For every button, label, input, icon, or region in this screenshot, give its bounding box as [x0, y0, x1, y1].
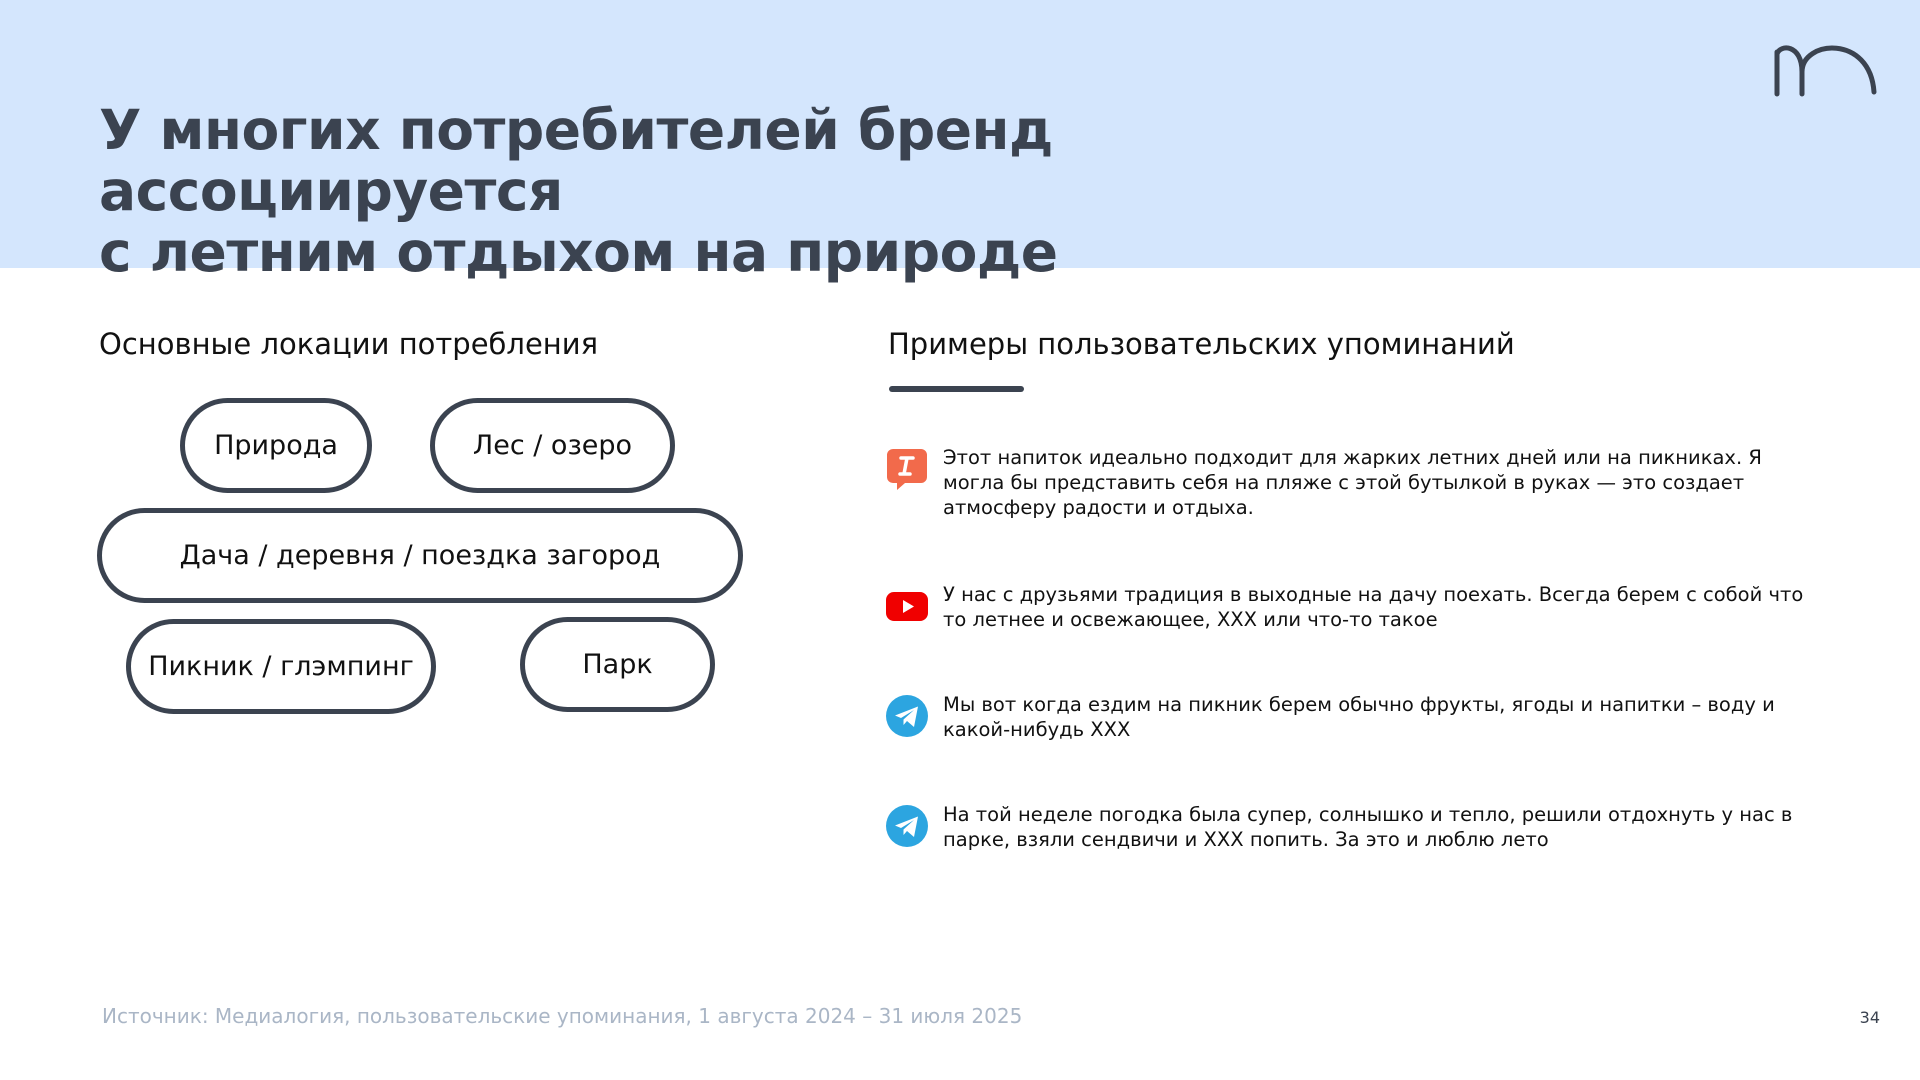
mention-text: Этот напиток идеально подходит для жарких летних дней или на пикниках. Я могла бы представить себя на пляже с этой бутылкой в руках — это создает атмосферу радости и отдыха. [943, 446, 1762, 519]
mention-text: Мы вот когда ездим на пикник берем обычно фрукты, ягоды и напитки – воду и какой-нибудь ХХХ [943, 693, 1775, 741]
header-banner [0, 0, 1920, 284]
location-pill-label: Дача / деревня / поездка загород [179, 540, 661, 571]
source-note: Источник: Медиалогия, пользовательские упоминания, 1 августа 2024 – 31 июля 2025 [102, 1004, 1023, 1028]
location-pill-label: Лес / озеро [472, 430, 633, 461]
irecommend-icon [885, 447, 929, 491]
page-title-line-1: У многих потребителей бренд ассоциируется [99, 98, 1053, 223]
page-number: 34 [1859, 1008, 1880, 1027]
location-pill-label: Пикник / глэмпинг [148, 651, 414, 682]
location-pill-forest-lake [430, 398, 675, 493]
mention-text: У нас с друзьями традиция в выходные на дачу поехать. Всегда берем с собой что то летнее и освежающее, ХХХ или что-то такое [943, 583, 1804, 631]
locations-heading: Основные локации потребления [99, 327, 599, 361]
location-pill-picnic [126, 619, 436, 714]
location-pill-label: Парк [582, 649, 653, 680]
youtube-icon [885, 584, 929, 628]
heading-accent-bar [889, 386, 1024, 392]
mention-text: На той неделе погодка была супер, солнышко и тепло, решили отдохнуть у нас в парке, взяли сендвичи и ХХХ попить. За это и люблю лето [943, 803, 1793, 851]
location-pill-label: Природа [214, 430, 338, 461]
location-pill-nature [180, 398, 372, 493]
location-pill-dacha [97, 508, 743, 603]
brand-arch-logo-icon [1770, 42, 1880, 98]
page-title-line-2: с летним отдыхом на природе [99, 220, 1058, 284]
telegram-icon [885, 694, 929, 738]
location-pill-park [520, 617, 715, 712]
mentions-heading: Примеры пользовательских упоминаний [888, 327, 1515, 361]
telegram-icon [885, 804, 929, 848]
page-title [99, 100, 1499, 283]
